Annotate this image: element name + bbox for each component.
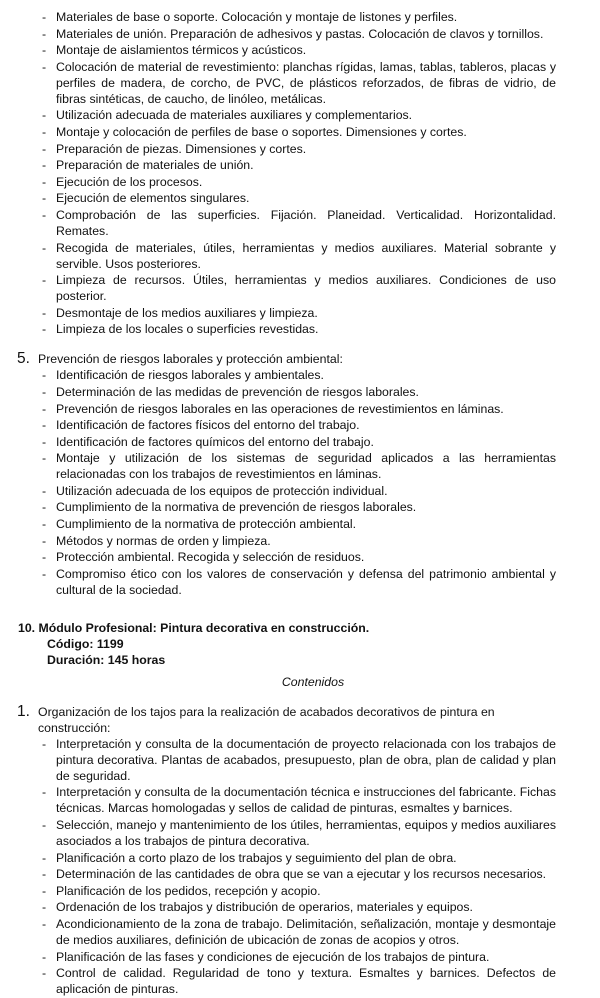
section-number: 1. — [17, 702, 30, 720]
list-item: - Ejecución de los procesos. — [0, 174, 600, 190]
section-1-heading — [0, 704, 600, 736]
list-item: - Cumplimiento de la normativa de prevención de riesgos laborales. — [0, 499, 600, 515]
section-5-heading — [0, 351, 600, 367]
list-item: - Colocación de material de revestimiento: planchas rígidas, lamas, tablas, tableros, placas y perfiles de madera, de corcho, de PVC, de plásticos reforzados, de fibras de vidrio, de fibras sintéticas, de caucho, de linóleo, metálicas. — [0, 59, 600, 107]
list-item: - Comprobación de las superficies. Fijación. Planeidad. Verticalidad. Horizontalidad. Remates. — [0, 207, 600, 239]
list-item: - Limpieza de recursos. Útiles, herramientas y medios auxiliares. Condiciones de uso posterior. — [0, 272, 600, 304]
section-5-list — [0, 367, 600, 598]
module-duration: Duración: 145 horas — [47, 652, 166, 667]
list-item: - Utilización adecuada de materiales auxiliares y complementarios. — [0, 107, 600, 123]
list-item: - Materiales de unión. Preparación de adhesivos y pastas. Colocación de clavos y tornillos. — [0, 26, 600, 42]
section-number: 5. — [17, 350, 30, 368]
list-item: - Ejecución de elementos singulares. — [0, 190, 600, 206]
list-item: - Identificación de factores físicos del entorno del trabajo. — [0, 417, 600, 433]
list-item: - Compromiso ético con los valores de conservación y defensa del patrimonio ambiental y cultural de la sociedad. — [0, 566, 600, 598]
list-item: - Cumplimiento de la normativa de protección ambiental. — [0, 516, 600, 532]
list-item: - Métodos y normas de orden y limpieza. — [0, 533, 600, 549]
list-item: - Protección ambiental. Recogida y selección de residuos. — [0, 549, 600, 565]
list-item: - Utilización adecuada de los equipos de protección individual. — [0, 483, 600, 499]
materials-list — [0, 9, 600, 337]
list-item: - Acondicionamiento de la zona de trabajo. Delimitación, señalización, montaje y desmontaje de medios auxiliares, definición de ubicación de zonas de acopios y otros. — [0, 916, 600, 948]
section-title: Organización de los tajos para la realización de acabados decorativos de pintura en construcción: — [38, 704, 495, 735]
list-item: - Limpieza de los locales o superficies revestidas. — [0, 321, 600, 337]
list-item: - Recogida de materiales, útiles, herramientas y medios auxiliares. Material sobrante y servible. Usos posteriores. — [0, 240, 600, 272]
module-code: Código: 1199 — [47, 636, 124, 651]
list-item: - Identificación de riesgos laborales y ambientales. — [0, 367, 600, 383]
section-1-list — [0, 736, 600, 997]
list-item: - Planificación de las fases y condiciones de ejecución de los trabajos de pintura. — [0, 949, 600, 965]
list-item: - Planificación a corto plazo de los trabajos y seguimiento del plan de obra. — [0, 850, 600, 866]
list-item: - Montaje de aislamientos térmicos y acústicos. — [0, 42, 600, 58]
list-item: - Selección, manejo y mantenimiento de los útiles, herramientas, equipos y medios auxiliares asociados a los trabajos de pintura decorativa. — [0, 817, 600, 849]
list-item: - Ordenación de los trabajos y distribución de operarios, materiales y equipos. — [0, 899, 600, 915]
list-item: - Montaje y utilización de los sistemas de seguridad aplicados a las herramientas relacionadas con los trabajos de revestimientos en láminas. — [0, 450, 600, 482]
list-item: - Prevención de riesgos laborales en las operaciones de revestimientos en láminas. — [0, 401, 600, 417]
list-item: - Preparación de piezas. Dimensiones y cortes. — [0, 141, 600, 157]
list-item: - Desmontaje de los medios auxiliares y limpieza. — [0, 305, 600, 321]
list-item: - Determinación de las medidas de prevención de riesgos laborales. — [0, 384, 600, 400]
list-item: - Interpretación y consulta de la documentación de proyecto relacionada con los trabajos de pintura decorativa. Plantas de acabados, presupuesto, plan de obra, plan de calidad y plan de seguridad. — [0, 736, 600, 784]
contents-heading: Contenidos — [281, 674, 345, 689]
list-item: - Identificación de factores químicos del entorno del trabajo. — [0, 434, 600, 450]
module-header — [0, 620, 600, 668]
list-item: - Preparación de materiales de unión. — [0, 157, 600, 173]
list-item: - Montaje y colocación de perfiles de base o soportes. Dimensiones y cortes. — [0, 124, 600, 140]
list-item: - Planificación de los pedidos, recepción y acopio. — [0, 883, 600, 899]
section-title: Prevención de riesgos laborales y protección ambiental: — [38, 352, 343, 367]
module-title: 10. Módulo Profesional: Pintura decorativa en construcción. — [18, 620, 370, 635]
list-item: - Materiales de base o soporte. Colocación y montaje de listones y perfiles. — [0, 9, 600, 25]
list-item: - Determinación de las cantidades de obra que se van a ejecutar y los recursos necesarios. — [0, 866, 600, 882]
list-item: - Control de calidad. Regularidad de tono y textura. Esmaltes y barnices. Defectos de aplicación de pinturas. — [0, 965, 600, 997]
list-item: - Interpretación y consulta de la documentación técnica e instrucciones del fabricante. Fichas técnicas. Marcas homologadas y sellos de calidad de pinturas, esmaltes y barnices. — [0, 784, 600, 816]
